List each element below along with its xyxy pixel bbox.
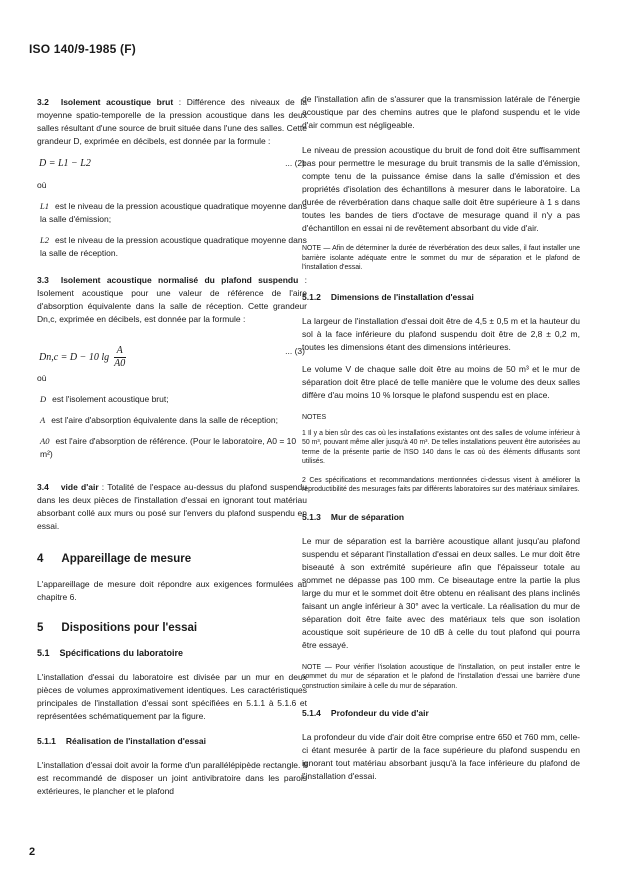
definition-text: est l'aire d'absorption équivalente dans la salle de réception; xyxy=(51,415,278,425)
formula-fraction xyxy=(114,345,126,370)
notes-label: NOTES xyxy=(302,413,327,421)
formula-2 xyxy=(37,157,307,173)
section-title: Dimensions de l'installation d'essai xyxy=(330,291,474,302)
definition-symbol: L1 xyxy=(40,201,49,211)
definition-item xyxy=(37,200,307,226)
definition-symbol: D xyxy=(40,394,47,404)
definition-symbol: A xyxy=(40,415,46,425)
section-title: Isolement acoustique brut xyxy=(60,97,174,107)
chapter-title: Appareillage de mesure xyxy=(61,553,192,565)
definition-text: est le niveau de la pression acoustique quadratique moyenne dans la salle de réception. xyxy=(40,235,307,258)
section-number: 3.4 xyxy=(37,482,49,492)
background-noise-text: Le niveau de pression acoustique du bruit de fond doit être suffisamment bas pour permettre le mesurage du bruit transmis de la salle d'émission, compte tenu de la puissance émise dans la salle d'émission et des propriétés d'isolation des échantillons à mesurer dans le laboratoire. La durée de réverbération dans chaque salle doit être supérieure à 1 s dans toutes les bandes de tiers d'octave de mesurage quand il n'y a pas d'échantillon en essai ni de revêtement absorbant du vide d'air. xyxy=(302,145,580,233)
section-title: vide d'air xyxy=(60,482,99,492)
section-5-1-text: L'installation d'essai du laboratoire est divisée par un mur en deux pièces de volumes approximativement identiques. Les caractéristiques principales de l'installation d'essai sont spécifiées en 5.1.1 à 5.1.6 et représentées schématiquement par la figure. xyxy=(37,672,307,721)
separation-wall-text: Le mur de séparation est la barrière acoustique allant jusqu'au plafond suspendu et séparant l'installation d'essai en deux salles. Le mur doit être biseauté à son extrémité supérieure afin que l'épaisseur totale au sommet ne dépasse pas 100 mm. Ce biseautage entre la partie la plus large du mur et le sommet doit être obtenu en réalisant des plans inclinés faisant un angle inférieur à 30° avec la verticale. La réalisation du mur de séparation doit être faite avec des matériaux tels que son isolation acoustique soit supérieure de 10 dB à celle du tout plafond qui pourra être essayé. xyxy=(302,535,580,650)
where-label: où xyxy=(37,373,47,383)
fraction-numerator: A xyxy=(114,345,126,358)
dimensions-text: La largeur de l'installation d'essai doit être de 4,5 ± 0,5 m et la hauteur du sol à la face inférieure du plafond suspendu doit être de 2,8 ± 0,2 m, toutes les dimensions étant des dimensions intérieures. xyxy=(302,315,580,352)
section-number: 5.1.4 xyxy=(302,708,321,718)
chapter-number: 4 xyxy=(37,553,44,565)
chapter-4-heading xyxy=(37,553,307,566)
fraction-denominator: A0 xyxy=(114,358,126,369)
definition-item xyxy=(37,435,307,461)
section-number: 5.1.2 xyxy=(302,291,321,302)
page-number: 2 xyxy=(29,846,36,858)
section-number: 3.3 xyxy=(37,275,49,285)
definition-symbol: L2 xyxy=(40,235,49,245)
section-5-1-1-text: L'installation d'essai doit avoir la forme d'un parallélépipède rectangle. Il est recommandé de disposer un joint antivibratoire dans les parois extérieures, le plancher et le plafond xyxy=(37,760,307,796)
section-text: : Isolement acoustique pour une valeur de référence de l'aire d'absorption équivalente dans la salle de réception. Cette grandeur Dn,c, exprimée en décibels, est donnée par la formule : xyxy=(37,275,307,324)
note-separation-wall: NOTE — Pour vérifier l'isolation acoustique de l'installation, on peut installer entre le sommet du mur de séparation et le plafond de l'installation d'essai une barrière d'une construction similaire à celle du mur de séparation. xyxy=(302,663,580,690)
section-number: 3.2 xyxy=(37,97,49,107)
volume-text: Le volume V de chaque salle doit être au moins de 50 m³ et le mur de séparation doit être placé de telle manière que le volume des deux salles diffère d'au moins 10 % lorsque le plafond suspendu est en place. xyxy=(302,363,580,400)
section-number: 5.1.3 xyxy=(302,511,321,522)
definition-item xyxy=(37,414,307,427)
note-1: 1 Il y a bien sûr des cas où les installations existantes ont des salles de volume inférieur à 50 m³, pouvant même aller jusqu'à 40 m³. De telles installations peuvent être autorisées au terme de la présente partie de l'ISO 140 dans le cas où des éléments diffusants sont utilisés. xyxy=(302,429,580,465)
section-5-1-1-heading xyxy=(37,735,307,748)
left-column xyxy=(37,96,307,807)
definition-symbol: A0 xyxy=(40,436,50,446)
section-title: Profondeur du vide d'air xyxy=(330,708,429,718)
section-3-3 xyxy=(37,274,307,326)
formula-lhs: Dn,c = D − 10 lg xyxy=(39,351,110,363)
section-title: Réalisation de l'installation d'essai xyxy=(65,736,206,746)
note-2: 2 Ces spécifications et recommandations mentionnées ci-dessus visent à améliorer la reproductibilité des mesurages faits par différents laboratoires sur des matériaux similaires. xyxy=(302,476,580,493)
formula-expression: D = L1 − L2 xyxy=(39,158,91,169)
continuation-text: de l'installation afin de s'assurer que la transmission latérale de l'énergie acoustique par des chemins autres que le plafond suspendu et le vide d'air commun est négligeable. xyxy=(302,94,580,130)
section-5-1-4-heading xyxy=(302,707,580,720)
section-number: 5.1.1 xyxy=(37,736,56,746)
definition-text: est le niveau de la pression acoustique quadratique moyenne dans la salle d'émission; xyxy=(40,201,307,224)
chapter-title: Dispositions pour l'essai xyxy=(61,622,198,634)
chapter-5-heading xyxy=(37,622,307,635)
section-5-1-2-heading xyxy=(302,291,580,304)
air-gap-text: La profondeur du vide d'air doit être comprise entre 650 et 760 mm, celle-ci étant mesurée à partir de la face supérieure du plafond suspendu en ignorant tout matériau absorbant jusqu'à la face inférieure du plafond de l'installation d'essai. xyxy=(302,732,580,781)
formula-ref: ... (2) xyxy=(285,158,305,168)
definition-text: est l'isolement acoustique brut; xyxy=(52,394,169,404)
section-text: : Différence des niveaux de la moyenne spatio-temporelle de la pression acoustique dans les deux salles résultant d'une source de bruit située dans l'une des salles. Cette grandeur D, exprimée en décibels, est donnée par la formule : xyxy=(37,97,307,146)
chapter-4-text: L'appareillage de mesure doit répondre aux exigences formulées au chapitre 6. xyxy=(37,579,307,602)
section-5-1-3-heading xyxy=(302,511,580,524)
note-reverberation: NOTE — Afin de déterminer la durée de réverbération des deux salles, il faut installer une barrière isolante adéquate entre le sommet du mur de séparation et le plafond de l'installation d'essai. xyxy=(302,245,580,271)
right-column xyxy=(302,93,580,792)
formula-3 xyxy=(37,336,307,370)
where-label: où xyxy=(37,180,47,190)
section-3-2 xyxy=(37,96,307,148)
section-title: Isolement acoustique normalisé du plafond suspendu xyxy=(60,275,299,285)
document-header: ISO 140/9-1985 (F) xyxy=(29,42,136,56)
chapter-number: 5 xyxy=(37,622,44,634)
section-5-1-heading xyxy=(37,647,307,660)
section-title: Spécifications du laboratoire xyxy=(59,648,184,658)
section-3-4 xyxy=(37,481,307,533)
definition-item xyxy=(37,393,307,406)
section-number: 5.1 xyxy=(37,648,50,658)
definition-item xyxy=(37,234,307,260)
formula-ref: ... (3) xyxy=(285,346,305,356)
section-text: : Totalité de l'espace au-dessus du plafond suspendu dans les deux pièces de l'installation d'essai en ignorant tout matériau absorbant collé aux murs ou posé sur l'envers du plafond suspendu en essai. xyxy=(37,482,307,531)
section-title: Mur de séparation xyxy=(330,511,405,522)
definition-text: est l'aire d'absorption de référence. (Pour le laboratoire, A0 = 10 m²) xyxy=(40,436,297,459)
